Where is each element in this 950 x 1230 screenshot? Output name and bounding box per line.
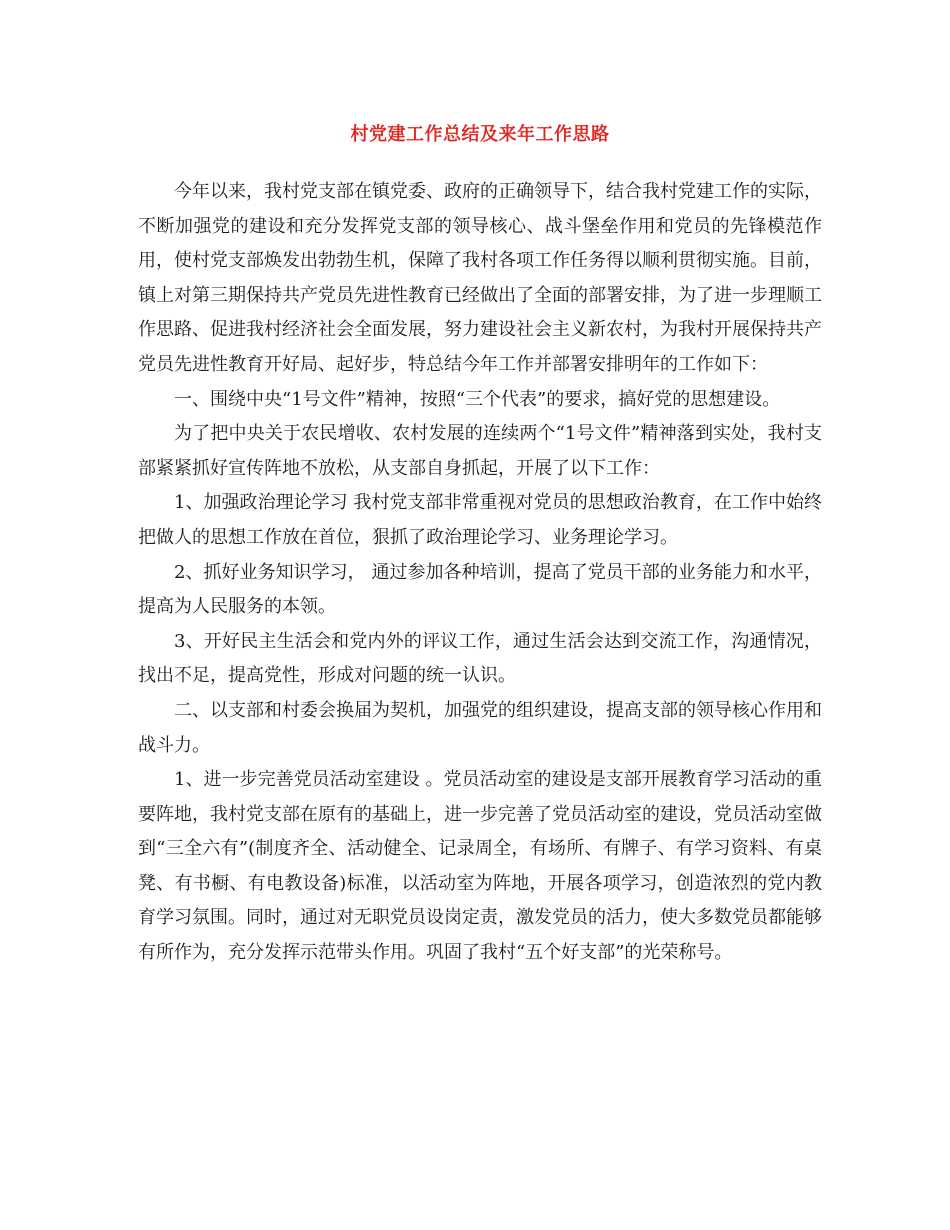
section-heading-1: 一、围绕中央“1号文件”精神，按照“三个代表”的要求，搞好党的思想建设。 bbox=[174, 388, 781, 410]
paragraph-intro: 今年以来，我村党支部在镇党委、政府的正确领导下，结合我村党建工作的实际，不断加强党的建设和充分发挥党支部的领导核心、战斗堡垒作用和党员的先锋模范作用，使村党支部焕发出勃勃生机，保障了我村各项工作任务得以顺利贯彻实施。目前，镇上对第三期保持共产党员先进性教育已经做出了全面的部署安排，为了进一步理顺工作思路、促进我村经济社会全面发展，努力建设社会主义新农村，为我村开展保持共产党员先进性教育开好局、起好步，特总结今年工作并部署安排明年的工作如下： bbox=[138, 181, 822, 375]
list-item-1-3: 3、开好民主生活会和党内外的评议工作，通过生活会达到交流工作，沟通情况，找出不足，提高党性，形成对问题的统一认识。 bbox=[138, 630, 822, 687]
paragraph-section-1-intro: 为了把中央关于农民增收、农村发展的连续两个“1号文件”精神落到实处，我村支部紧紧抓好宣传阵地不放松，从支部自身抓起，开展了以下工作： bbox=[138, 423, 822, 479]
document-title: 村党建工作总结及来年工作思路 bbox=[350, 124, 610, 145]
list-item-1-1: 1、加强政治理论学习 我村党支部非常重视对党员的思想政治教育，在工作中始终把做人的思想工作放在首位，狠抓了政治理论学习、业务理论学习。 bbox=[138, 492, 822, 548]
section-heading-2: 二、以支部和村委会换届为契机，加强党的组织建设，提高支部的领导核心作用和战斗力。 bbox=[138, 699, 822, 756]
list-item-1-2: 2、抓好业务知识学习， 通过参加各种培训，提高了党员干部的业务能力和水平，提高为人民服务的本领。 bbox=[138, 561, 822, 618]
document-body bbox=[138, 175, 822, 971]
document-page bbox=[138, 0, 822, 971]
list-item-2-1: 1、进一步完善党员活动室建设 。党员活动室的建设是支部开展教育学习活动的重要阵地，我村党支部在原有的基础上，进一步完善了党员活动室的建设，党员活动室做到“三全六有”(制度齐全、活动健全、记录周全，有场所、有牌子、有学习资料、有桌凳、有书橱、有电教设备)标准，以活动室为阵地，开展各项学习，创造浓烈的党内教育学习氛围。同时，通过对无职党员设岗定责，激发党员的活力，使大多数党员都能够有所作为，充分发挥示范带头作用。巩固了我村“五个好支部”的光荣称号。 bbox=[138, 769, 822, 964]
